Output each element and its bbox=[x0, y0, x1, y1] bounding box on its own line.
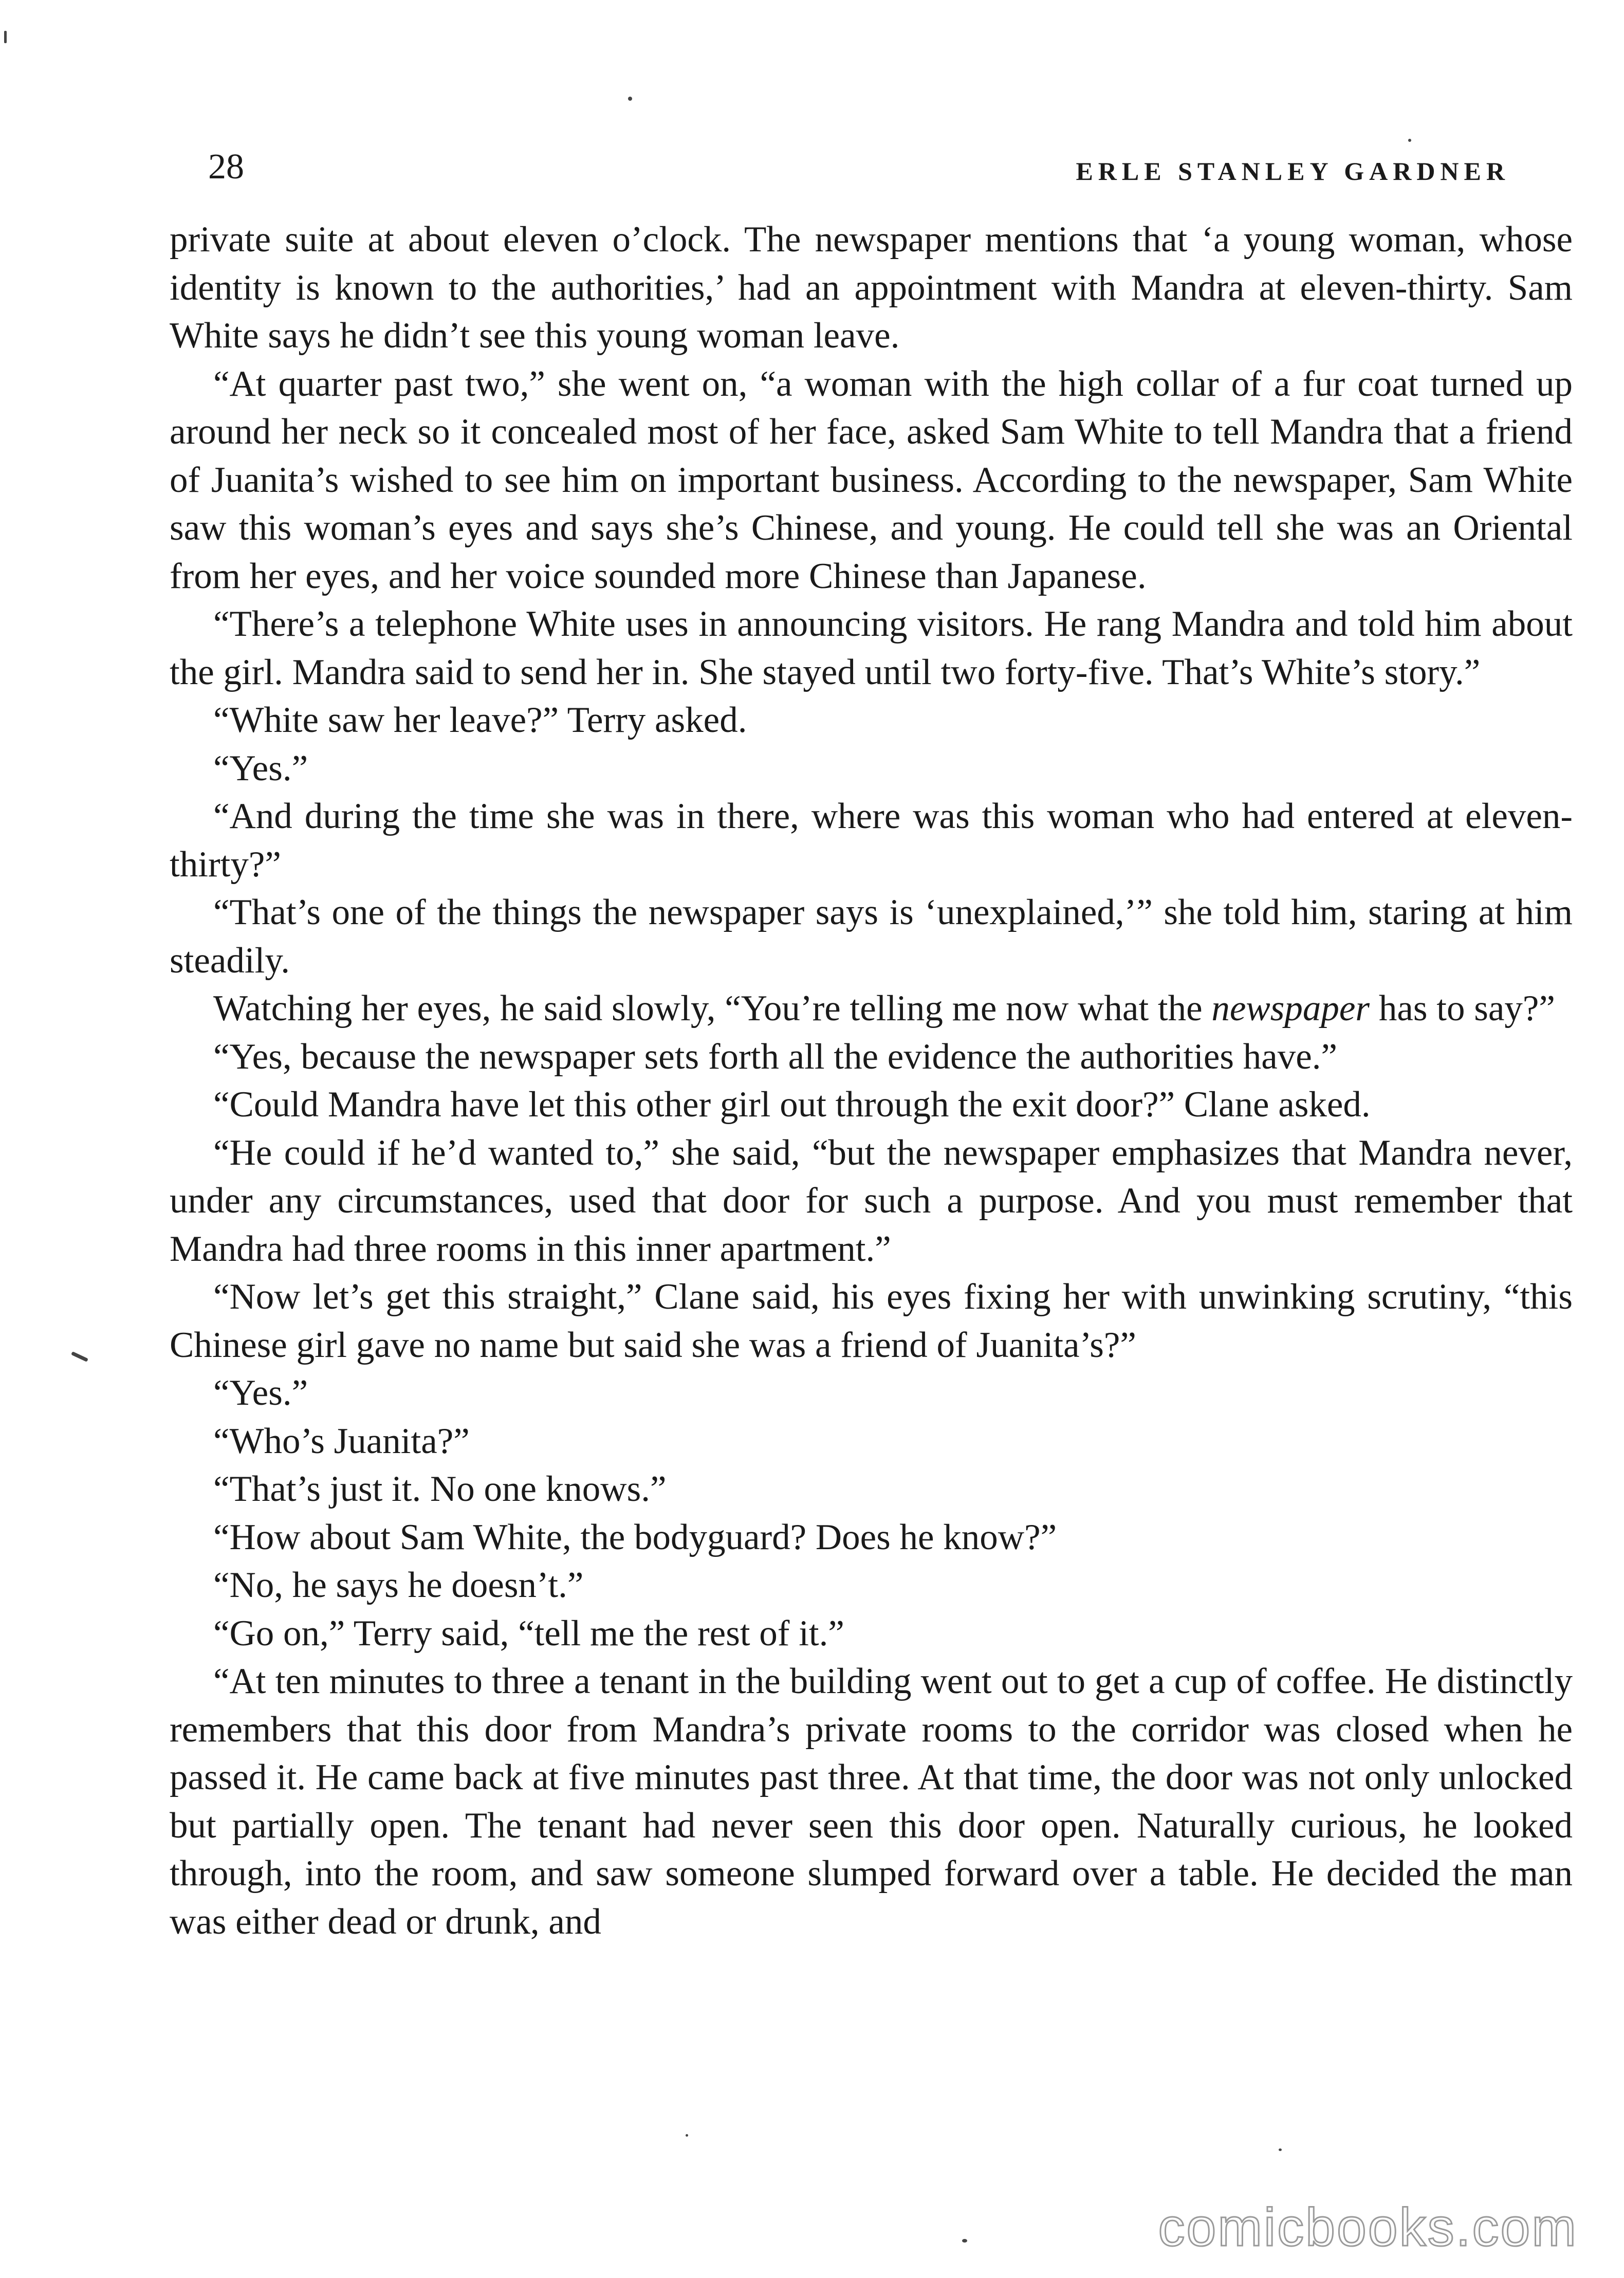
paragraph: “At quarter past two,” she went on, “a woman with the high collar of a fur coat turned up around her neck so it concealed most of her face, asked Sam White to tell Mandra that a friend of Juanita’s wished to see him on important business. According to the newspaper, Sam White saw this woman’s eyes and says she’s Chinese, and young. He could tell she was an Oriental from her eyes, and her voice sounded more Chinese than Japanese. bbox=[170, 363, 1573, 596]
paragraph: “Now let’s get this straight,” Clane said, his eyes fixing her with unwinking scrutiny, “this Chinese girl gave no name but said she was a friend of Juanita’s?” bbox=[170, 1277, 1573, 1365]
paragraph-text: Watching her eyes, he said slowly, “You’re telling me now what the bbox=[213, 988, 1212, 1028]
paragraph: “Yes.” bbox=[213, 1373, 308, 1413]
paragraph: “No, he says he doesn’t.” bbox=[213, 1565, 584, 1605]
running-head: ERLE STANLEY GARDNER bbox=[1076, 157, 1510, 186]
paragraph: “And during the time she was in there, where was this woman who had entered at eleven-thirty?” bbox=[170, 796, 1573, 885]
paragraph: “Go on,” Terry said, “tell me the rest of it.” bbox=[213, 1613, 844, 1654]
scan-speck bbox=[4, 31, 7, 43]
italic-word: newspaper bbox=[1211, 988, 1370, 1028]
paragraph: “At ten minutes to three a tenant in the building went out to get a cup of coffee. He distinctly remembers that this door from Mandra’s private rooms to the corridor was closed when he passed it. He came back at five minutes past three. At that time, the door was not only unlocked but partially open. The tenant had never seen this door open. Naturally curious, he looked through, into the room, and saw someone slumped forward over a table. He decided the man was either dead or drunk, and bbox=[170, 1661, 1573, 1942]
scan-speck bbox=[71, 1351, 88, 1362]
watermark: comicbooks.com bbox=[1158, 2198, 1578, 2257]
paragraph: “He could if he’d wanted to,” she said, “but the newspaper emphasizes that Mandra never, under any circumstances, used that door for such a purpose. And you must remember that Mandra had three rooms in this inner apartment.” bbox=[170, 1132, 1573, 1269]
paragraph: “Who’s Juanita?” bbox=[213, 1421, 470, 1461]
paragraph: “How about Sam White, the bodyguard? Does he know?” bbox=[213, 1517, 1057, 1557]
paragraph: “There’s a telephone White uses in announcing visitors. He rang Mandra and told him about the girl. Mandra said to send her in. She stayed until two forty-five. That’s White’s story.” bbox=[170, 604, 1573, 692]
paragraph: “Yes, because the newspaper sets forth all the evidence the authorities have.” bbox=[213, 1036, 1338, 1077]
paragraph: private suite at about eleven o’clock. The newspaper mentions that ‘a young woman, whose identity is known to the authorities,’ had an appointment with Mandra at eleven-thirty. Sam White says he didn’t see this young woman leave. bbox=[170, 219, 1573, 356]
paragraph: “Yes.” bbox=[213, 748, 308, 788]
scan-speck bbox=[1279, 2148, 1282, 2151]
page-number: 28 bbox=[208, 147, 244, 187]
paragraph: “Could Mandra have let this other girl out through the exit door?” Clane asked. bbox=[213, 1085, 1371, 1125]
paragraph: “That’s just it. No one knows.” bbox=[213, 1469, 667, 1509]
scan-speck bbox=[1408, 139, 1411, 142]
scan-speck bbox=[628, 97, 632, 101]
body-text bbox=[170, 216, 1573, 1946]
paragraph bbox=[170, 985, 1573, 1033]
paragraph: “That’s one of the things the newspaper says is ‘unexplained,’” she told him, staring at him steadily. bbox=[170, 892, 1573, 981]
scan-speck bbox=[686, 2134, 688, 2137]
scan-speck bbox=[962, 2239, 967, 2243]
paragraph-text: has to say?” bbox=[1370, 988, 1555, 1028]
paragraph: “White saw her leave?” Terry asked. bbox=[213, 700, 747, 740]
